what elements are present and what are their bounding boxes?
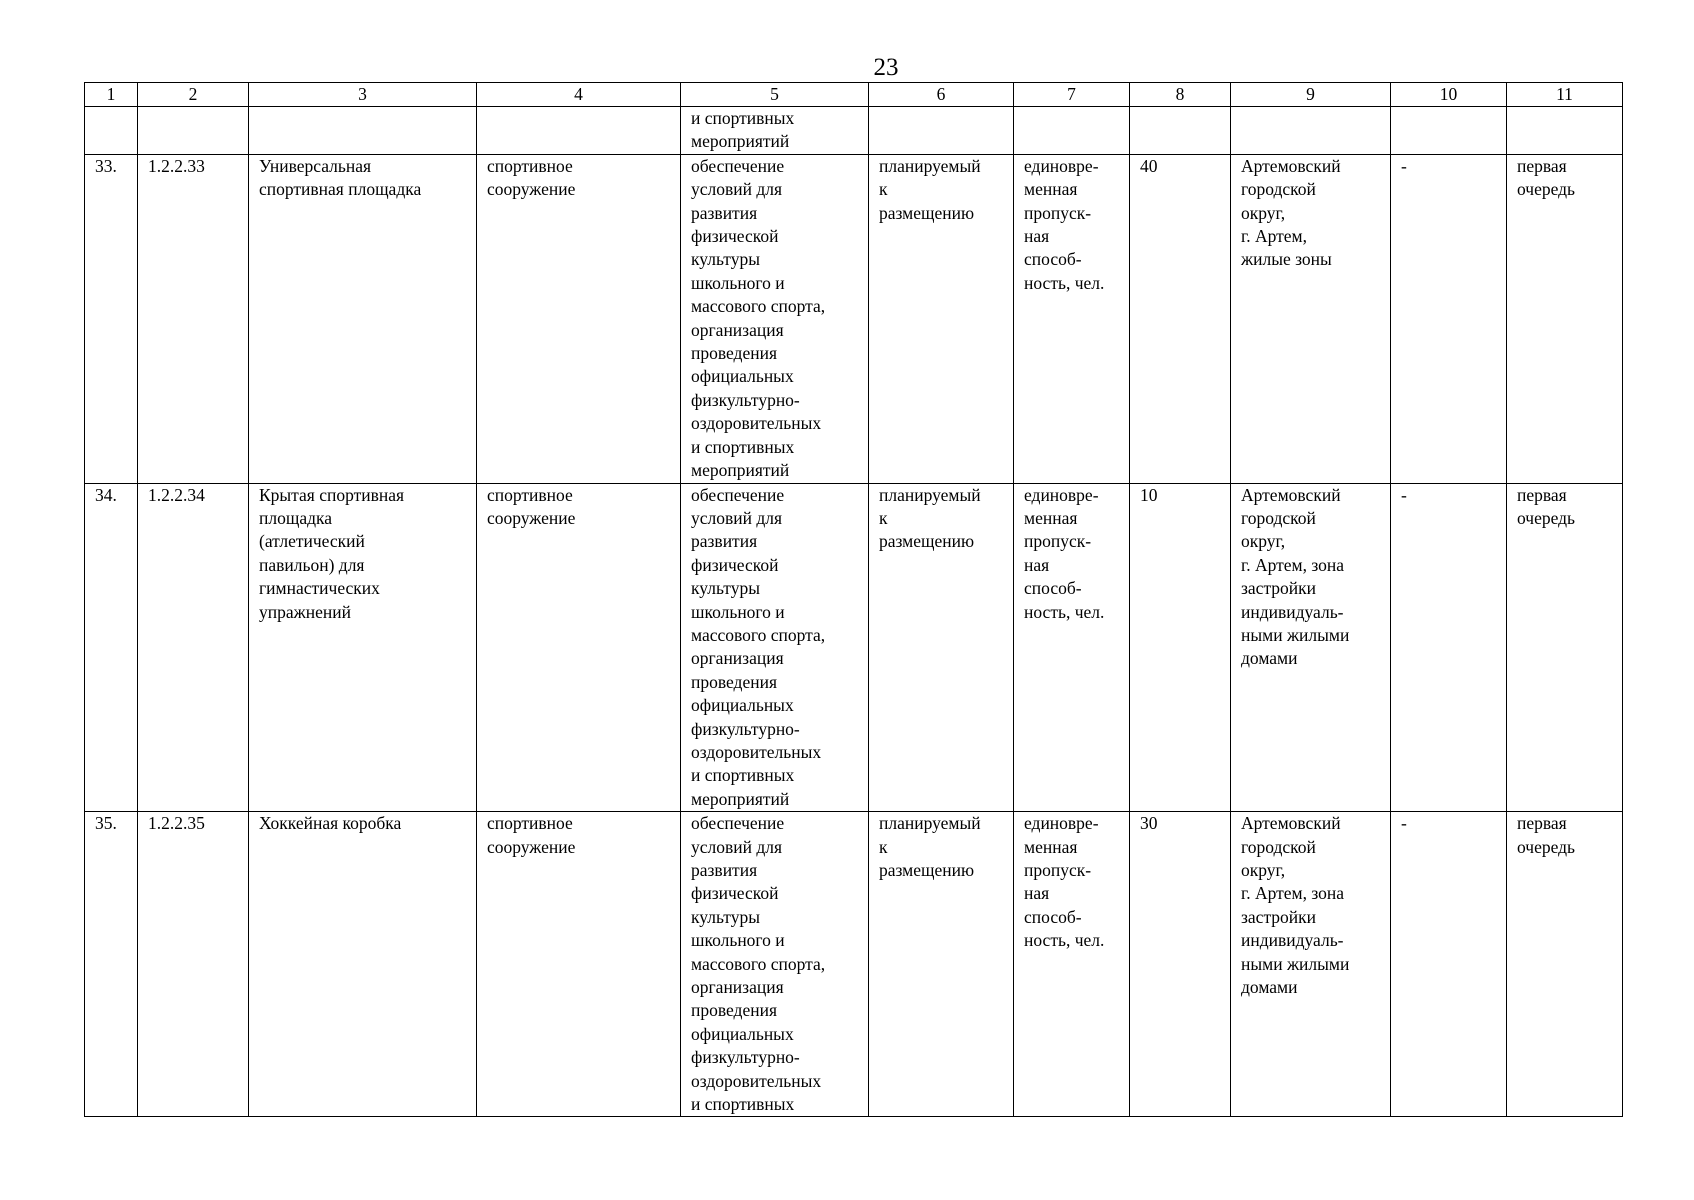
column-header: 4 [477, 83, 681, 107]
cell-location [1231, 107, 1391, 155]
cell-status: планируемый к размещению [869, 154, 1014, 483]
cell-number [85, 107, 138, 155]
cell-code [138, 107, 249, 155]
cell-location: Артемовский городской округ, г. Артем, зона застройки индивидуаль- ными жилыми домами [1231, 483, 1391, 812]
column-header: 7 [1014, 83, 1130, 107]
cell-zone [1391, 107, 1507, 155]
cell-stage: первая очередь [1507, 812, 1623, 1117]
cell-location: Артемовский городской округ, г. Артем, жилые зоны [1231, 154, 1391, 483]
column-header: 11 [1507, 83, 1623, 107]
header-row [85, 83, 1623, 107]
page-number: 23 [873, 54, 899, 81]
cell-value: 10 [1130, 483, 1231, 812]
cell-zone: - [1391, 812, 1507, 1117]
cell-status [869, 107, 1014, 155]
cell-type: спортивное сооружение [477, 812, 681, 1117]
cell-purpose: обеспечение условий для развития физической культуры школьного и массового спорта, организация проведения официальных физкультурно- оздоровительных и спортивных [681, 812, 869, 1117]
cell-type: спортивное сооружение [477, 154, 681, 483]
cell-name [249, 107, 477, 155]
cell-status: планируемый к размещению [869, 812, 1014, 1117]
cell-value [1130, 107, 1231, 155]
cell-stage: первая очередь [1507, 154, 1623, 483]
cell-stage: первая очередь [1507, 483, 1623, 812]
cell-characteristic [1014, 107, 1130, 155]
cell-characteristic: единовре- менная пропуск- ная способ- ность, чел. [1014, 154, 1130, 483]
cell-purpose: обеспечение условий для развития физической культуры школьного и массового спорта, организация проведения официальных физкультурно- оздоровительных и спортивных мероприятий [681, 154, 869, 483]
objects-table [84, 82, 1623, 1117]
column-header: 8 [1130, 83, 1231, 107]
cell-number: 34. [85, 483, 138, 812]
cell-name: Универсальная спортивная площадка [249, 154, 477, 483]
table-row [85, 812, 1623, 1117]
cell-number: 35. [85, 812, 138, 1117]
cell-characteristic: единовре- менная пропуск- ная способ- ность, чел. [1014, 812, 1130, 1117]
cell-code: 1.2.2.33 [138, 154, 249, 483]
cell-location: Артемовский городской округ, г. Артем, зона застройки индивидуаль- ными жилыми домами [1231, 812, 1391, 1117]
cell-name: Хоккейная коробка [249, 812, 477, 1117]
column-header: 9 [1231, 83, 1391, 107]
column-header: 2 [138, 83, 249, 107]
cell-name: Крытая спортивная площадка (атлетический павильон) для гимнастических упражнений [249, 483, 477, 812]
table-row [85, 154, 1623, 483]
cell-purpose: и спортивных мероприятий [681, 107, 869, 155]
cell-type: спортивное сооружение [477, 483, 681, 812]
column-header: 3 [249, 83, 477, 107]
cell-characteristic: единовре- менная пропуск- ная способ- ность, чел. [1014, 483, 1130, 812]
cell-code: 1.2.2.34 [138, 483, 249, 812]
cell-zone: - [1391, 154, 1507, 483]
column-header: 5 [681, 83, 869, 107]
table-row [85, 483, 1623, 812]
cell-number: 33. [85, 154, 138, 483]
cell-purpose: обеспечение условий для развития физической культуры школьного и массового спорта, организация проведения официальных физкультурно- оздоровительных и спортивных мероприятий [681, 483, 869, 812]
continuation-row [85, 107, 1623, 155]
cell-value: 30 [1130, 812, 1231, 1117]
cell-value: 40 [1130, 154, 1231, 483]
cell-code: 1.2.2.35 [138, 812, 249, 1117]
cell-status: планируемый к размещению [869, 483, 1014, 812]
cell-type [477, 107, 681, 155]
cell-zone: - [1391, 483, 1507, 812]
column-header: 10 [1391, 83, 1507, 107]
cell-stage [1507, 107, 1623, 155]
column-header: 6 [869, 83, 1014, 107]
column-header: 1 [85, 83, 138, 107]
